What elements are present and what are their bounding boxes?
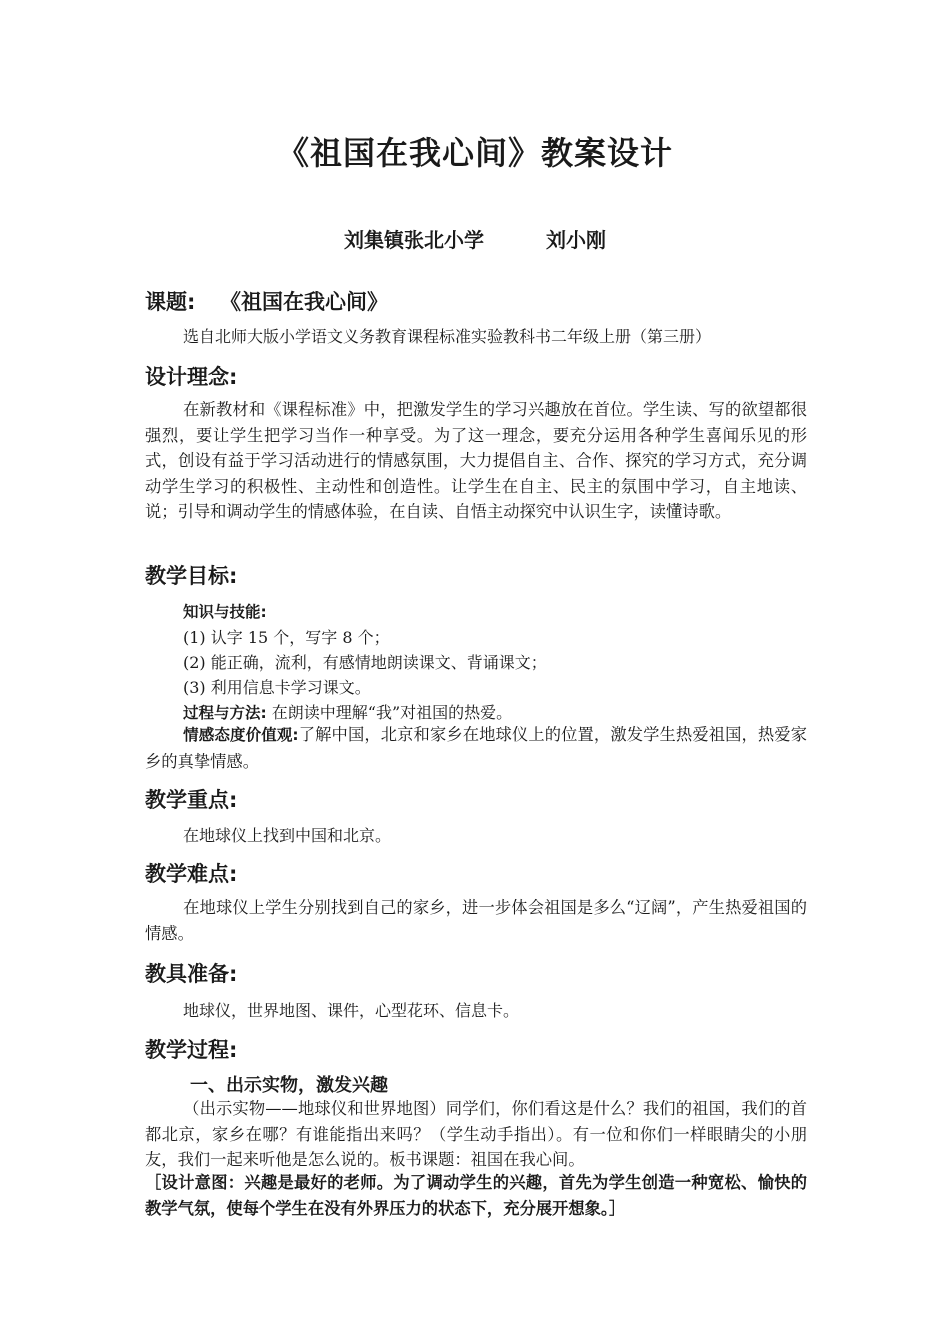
school-name: 刘集镇张北小学 (344, 228, 484, 252)
topic-source: 选自北师大版小学语文义务教育课程标准实验教科书二年级上册（第三册） (183, 327, 712, 346)
materials-text: 地球仪，世界地图、课件，心型花环、信息卡。 (183, 1001, 520, 1020)
difficulty-paragraph (145, 895, 807, 946)
step1-text: （出示实物——地球仪和世界地图）同学们，你们看这是什么？我们的祖国，我们的首都北京，家乡在哪？有谁能指出来吗？（学生动手指出）。有一位和你们一样眼睛尖的小朋友，我们一起来听他是怎么说的。板书课题：祖国在我心间。 (145, 1099, 807, 1169)
process-text: 在朗读中理解“我”对祖国的热爱。 (271, 703, 513, 722)
process-label: 过程与方法: (183, 704, 267, 722)
goals-heading: 教学目标: (145, 564, 238, 588)
author-line (0, 224, 950, 253)
difficulty-heading: 教学难点: (145, 862, 238, 886)
topic-label: 课题: (145, 290, 196, 314)
emotion-label: 情感态度价值观: (183, 726, 299, 744)
topic-heading (145, 286, 388, 316)
process-line (183, 700, 512, 723)
emotion-text: 了解中国，北京和家乡在地球仪上的位置，激发学生热爱祖国，热爱家乡的真挚情感。 (145, 725, 807, 771)
difficulty-text: 在地球仪上学生分别找到自己的家乡，进一步体会祖国是多么“辽阔”，产生热爱祖国的情感。 (145, 898, 807, 943)
step1-paragraph (145, 1096, 807, 1173)
step1-title: 一、出示实物，激发兴趣 (190, 1075, 388, 1096)
author-name: 刘小刚 (546, 228, 606, 252)
key-point-heading: 教学重点: (145, 788, 238, 812)
knowledge-label: 知识与技能: (183, 603, 267, 621)
concept-text: 在新教材和《课程标准》中，把激发学生的学习兴趣放在首位。学生读、写的欲望都很强烈，要让学生把学习当作一种享受。为了这一理念，要充分运用各种学生喜闻乐见的形式，创设有益于学习活动进行的情感氛围，大力提倡自主、合作、探究的学习方式，充分调动学生学习的积极性、主动性和创造性。让学生在自主、民主的氛围中学习，自主地读、说；引导和调动学生的情感体验，在自读、自悟主动探究中认识生字，读懂诗歌。 (145, 400, 807, 521)
procedure-heading: 教学过程: (145, 1038, 238, 1062)
topic-value: 《祖国在我心间》 (220, 290, 389, 314)
concept-paragraph (145, 397, 807, 525)
concept-heading: 设计理念: (145, 365, 238, 389)
emotion-paragraph (145, 722, 807, 774)
materials-heading: 教具准备: (145, 962, 238, 986)
goal-item-2: (2) 能正确，流利，有感情地朗读课文、背诵课文； (183, 653, 547, 672)
goal-item-1: (1) 认字 15 个，写字 8 个； (183, 628, 390, 647)
step1-intent-text: ［设计意图：兴趣是最好的老师。为了调动学生的兴趣，首先为学生创造一种宽松、愉快的教学气氛，使每个学生在没有外界压力的状态下，充分展开想象。］ (145, 1173, 807, 1218)
document-title: 《祖国在我心间》教案设计 (276, 134, 673, 172)
key-point-text: 在地球仪上找到中国和北京。 (183, 826, 392, 845)
step1-intent (145, 1170, 807, 1221)
goal-item-3: (3) 利用信息卡学习课文。 (183, 678, 371, 697)
